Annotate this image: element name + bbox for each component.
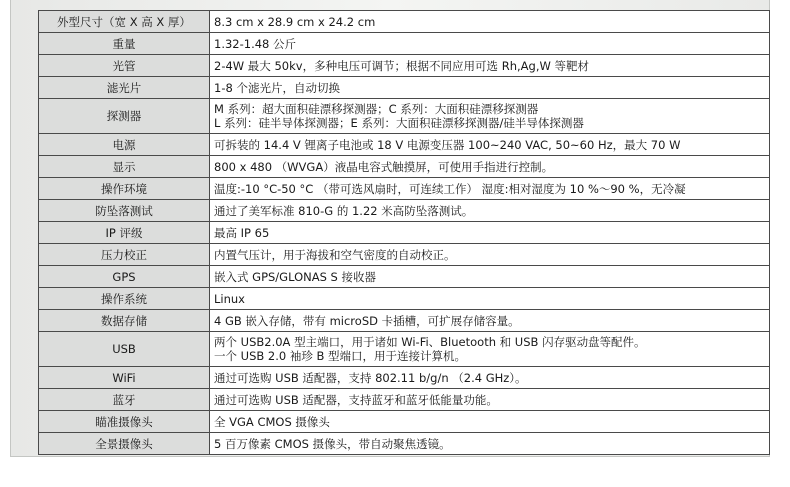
- spec-value: [210, 156, 770, 178]
- spec-row: [39, 33, 770, 55]
- spec-value: [210, 77, 770, 99]
- spec-label: 防坠落测试: [39, 200, 210, 222]
- spec-value-line: 800 x 480 （WVGA）液晶电容式触摸屏，可使用手指进行控制。: [214, 159, 554, 174]
- spec-row: [39, 11, 770, 33]
- spec-label: USB: [39, 332, 210, 367]
- spec-row: [39, 389, 770, 411]
- spec-label: 蓝牙: [39, 389, 210, 411]
- spec-row: [39, 200, 770, 222]
- spec-value: [210, 266, 770, 288]
- spec-value-line: 最高 IP 65: [214, 225, 270, 240]
- spec-value: [210, 288, 770, 310]
- spec-value-line: 8.3 cm x 28.9 cm x 24.2 cm: [214, 14, 376, 29]
- spec-value: [210, 178, 770, 200]
- spec-value: [210, 222, 770, 244]
- spec-value-line: 通过可选购 USB 适配器，支持 802.11 b/g/n （2.4 GHz）。: [214, 370, 527, 385]
- spec-table: [38, 10, 770, 455]
- spec-value: [210, 310, 770, 332]
- spec-row: [39, 99, 770, 134]
- spec-value: [210, 11, 770, 33]
- spec-value-line: 4 GB 嵌入存储，带有 microSD 卡插槽，可扩展存储容量。: [214, 313, 520, 328]
- spec-row: [39, 134, 770, 156]
- spec-value-line: 内置气压计，用于海拔和空气密度的自动校正。: [214, 247, 456, 262]
- spec-label: 全景摄像头: [39, 433, 210, 455]
- spec-value-line: 2-4W 最大 50kv，多种电压可调节；根据不同应用可选 Rh,Ag,W 等靶材: [214, 58, 589, 73]
- spec-label: 显示: [39, 156, 210, 178]
- spec-row: [39, 310, 770, 332]
- spec-value-line: 1-8 个滤光片，自动切换: [214, 80, 340, 95]
- spec-value-line: 5 百万像素 CMOS 摄像头，带自动聚焦透镜。: [214, 436, 451, 451]
- spec-value: [210, 55, 770, 77]
- spec-value-line: 通过可选购 USB 适配器，支持蓝牙和蓝牙低能量功能。: [214, 392, 498, 407]
- spec-value-line: 通过了美军标准 810-G 的 1.22 米高防坠落测试。: [214, 203, 474, 218]
- spec-value: [210, 389, 770, 411]
- spec-value-line: Linux: [214, 291, 245, 306]
- spec-label: 外型尺寸（宽 X 高 X 厚）: [39, 11, 210, 33]
- spec-row: [39, 288, 770, 310]
- spec-row: [39, 411, 770, 433]
- spec-row: [39, 222, 770, 244]
- spec-row: [39, 156, 770, 178]
- spec-row: [39, 77, 770, 99]
- spec-label: GPS: [39, 266, 210, 288]
- spec-value-line: 全 VGA CMOS 摄像头: [214, 414, 330, 429]
- spec-value-line: 1.32-1.48 公斤: [214, 36, 297, 51]
- spec-sheet-panel: [10, 0, 770, 457]
- spec-value: [210, 200, 770, 222]
- spec-label: 瞄准摄像头: [39, 411, 210, 433]
- spec-row: [39, 332, 770, 367]
- spec-value: [210, 411, 770, 433]
- spec-value: [210, 433, 770, 455]
- spec-label: 重量: [39, 33, 210, 55]
- spec-label: 滤光片: [39, 77, 210, 99]
- spec-label: 光管: [39, 55, 210, 77]
- spec-label: 操作系统: [39, 288, 210, 310]
- spec-value: [210, 244, 770, 266]
- spec-label: WiFi: [39, 367, 210, 389]
- spec-label: 探测器: [39, 99, 210, 134]
- spec-label: 压力校正: [39, 244, 210, 266]
- spec-label: 操作环境: [39, 178, 210, 200]
- spec-value-line: 一个 USB 2.0 袖珍 B 型端口，用于连接计算机。: [214, 349, 467, 363]
- spec-value-line: 嵌入式 GPS/GLONAS S 接收器: [214, 269, 377, 284]
- spec-value-line: L 系列：硅半导体探测器；E 系列：大面积硅漂移探测器/硅半导体探测器: [214, 116, 584, 130]
- spec-row: [39, 266, 770, 288]
- spec-value: [210, 99, 770, 134]
- spec-row: [39, 178, 770, 200]
- spec-value: [210, 33, 770, 55]
- spec-label: 电源: [39, 134, 210, 156]
- spec-value: [210, 134, 770, 156]
- spec-value-line: M 系列：超大面积硅漂移探测器；C 系列：大面积硅漂移探测器: [214, 102, 539, 116]
- spec-value-line: 可拆装的 14.4 V 锂离子电池或 18 V 电源变压器 100~240 VAC, 50~60 Hz，最大 70 W: [214, 137, 681, 152]
- spec-row: [39, 433, 770, 455]
- spec-value-line: 两个 USB2.0A 型主端口，用于诸如 Wi-Fi、Bluetooth 和 USB 闪存驱动盘等配件。: [214, 335, 646, 349]
- spec-label: 数据存储: [39, 310, 210, 332]
- spec-value-line: 温度:-10 °C-50 °C （带可选风扇时，可连续工作） 湿度:相对湿度为 10 %～90 %，无冷凝: [214, 181, 686, 196]
- spec-value: [210, 367, 770, 389]
- spec-row: [39, 244, 770, 266]
- spec-value: [210, 332, 770, 367]
- spec-table-body: [39, 11, 770, 455]
- spec-label: IP 评级: [39, 222, 210, 244]
- spec-row: [39, 55, 770, 77]
- spec-row: [39, 367, 770, 389]
